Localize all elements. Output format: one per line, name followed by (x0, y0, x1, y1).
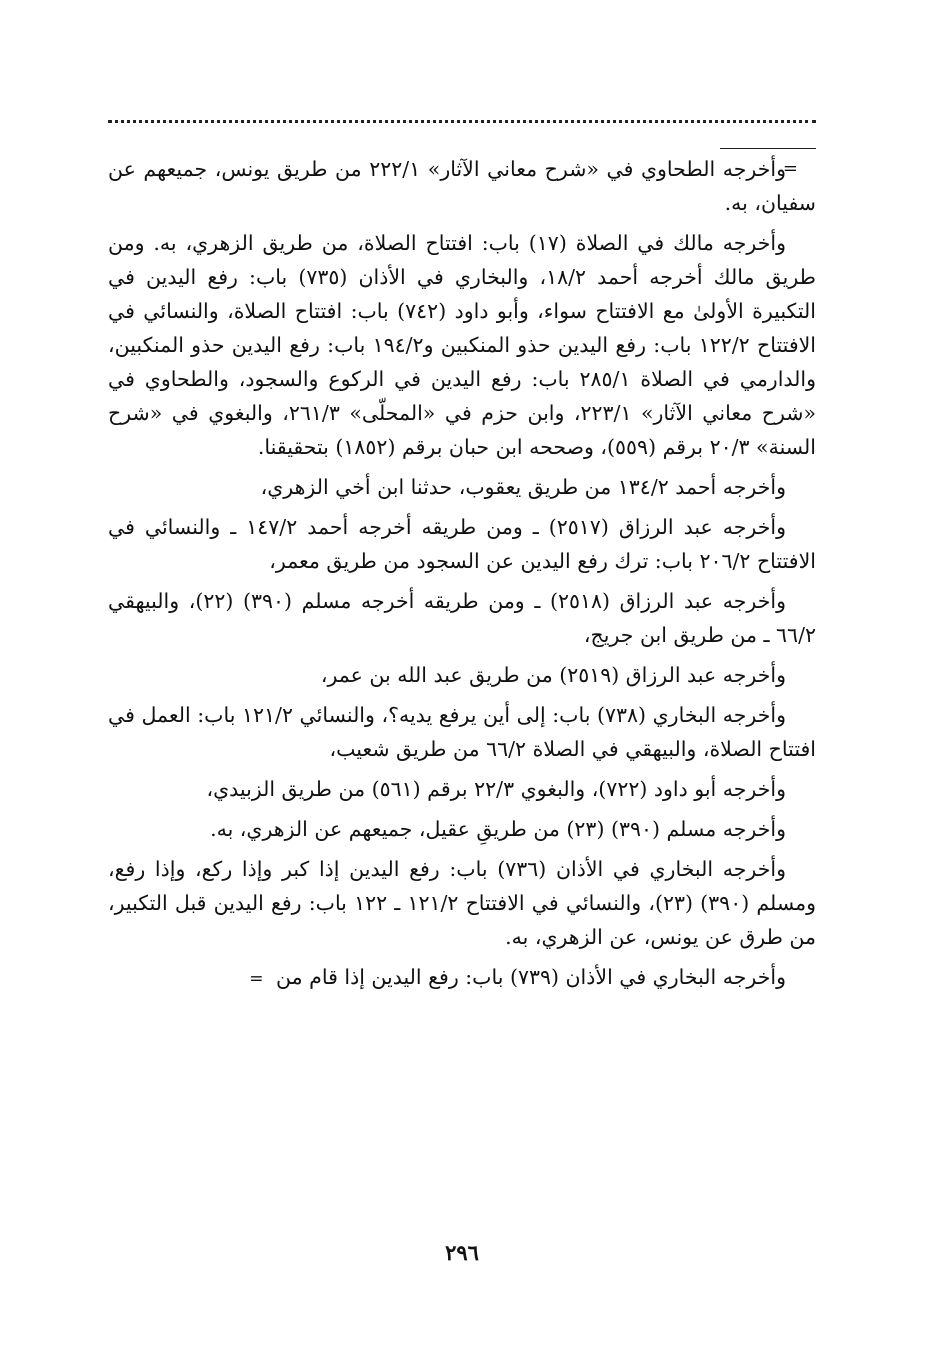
footnote-paragraph: وأخرجه مالك في الصلاة (١٧) باب: افتتاح الصلاة، من طريق الزهري، به. ومن طريق مالك أخرجه أحمد ١٨/٢، والبخاري في الأذان (٧٣٥) باب: رفع اليدين في التكبيرة الأولىٰ مع الافتتاح سواء، وأبو داود (٧٤٢) باب: افتتاح الصلاة، والنسائي في الافتتاح ١٢٢/٢ باب: رفع اليدين حذو المنكبين و١٩٤/٢ باب: رفع اليدين حذو المنكبين، والدارمي في الصلاة ٢٨٥/١ باب: رفع اليدين في الركوع والسجود، والطحاوي في «شرح معاني الآثار» ٢٢٣/١، وابن حزم في «المحلّى» ٢٦١/٣، والبغوي في «شرح السنة» ٢٠/٣ برقم (٥٥٩)، وصححه ابن حبان برقم (١٨٥٢) بتحقيقنا. (108, 231, 817, 459)
footnote-paragraph: وأخرجه عبد الرزاق (٢٥١٧) ـ ومن طريقه أخرجه أحمد ١٤٧/٢ ـ والنسائي في الافتتاح ٢٠٦/٢ باب: ترك رفع اليدين عن السجود من طريق معمر، (108, 515, 816, 573)
footnote-paragraph: = وأخرجه الطحاوي في «شرح معاني الآثار» ٢٢٢/١ من طريق يونس، جميعهم عن سفيان، به. (108, 152, 816, 220)
continuation-end-mark: = (249, 969, 264, 989)
page-number: ٢٩٦ (445, 1240, 479, 1265)
footnote-paragraph: وأخرجه مسلم (٣٩٠) (٢٣) من طريقِ عقيل، جميعهم عن الزهري، به. (210, 817, 786, 841)
book-page (108, 110, 816, 1310)
footnote-text (108, 152, 816, 1002)
footnote-paragraph: وأخرجه أبو داود (٧٢٢)، والبغوي ٢٢/٣ برقم (٥٦١) من طريق الزبيدي، (206, 777, 786, 801)
footnote-paragraph: وأخرجه البخاري في الأذان (٧٣٦) باب: رفع اليدين إذا كبر وإذا ركع، وإذا رفع، ومسلم (٣٩٠) (٢٣)، والنسائي في الافتتاح ١٢١/٢ ـ ١٢٢ باب: رفع اليدين قبل التكبير، من طرق عن يونس، عن الزهري، به. (108, 857, 816, 949)
footnote-paragraph: وأخرجه البخاري في الأذان (٧٣٩) باب: رفع اليدين إذا قام من = (249, 965, 786, 989)
footnote-paragraph: وأخرجه عبد الرزاق (٢٥١٨) ـ ومن طريقه أخرجه مسلم (٣٩٠) (٢٢)، والبيهقي ٦٦/٢ ـ من طريق ابن جريج، (108, 589, 816, 647)
footnote-paragraph: وأخرجه أحمد ١٣٤/٢ من طريق يعقوب، حدثنا ابن أخي الزهري، (260, 475, 786, 499)
footnote-rule (720, 148, 816, 149)
footnote-paragraph: وأخرجه عبد الرزاق (٢٥١٩) من طريق عبد الله بن عمر، (320, 663, 786, 687)
dotted-separator (108, 120, 816, 123)
footnote-paragraph: وأخرجه البخاري (٧٣٨) باب: إلى أين يرفع يديه؟، والنسائي ١٢١/٢ باب: العمل في افتتاح الصلاة، والبيهقي في الصلاة ٦٦/٢ من طريق شعيب، (108, 703, 816, 761)
continuation-mark: = (782, 158, 798, 179)
